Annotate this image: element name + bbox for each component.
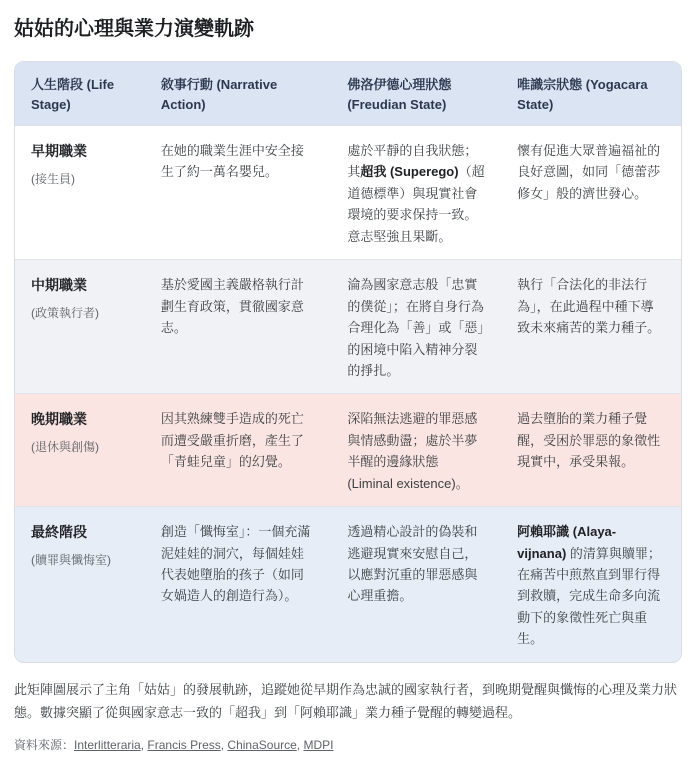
stage-subtitle: (退休與創傷) [31, 440, 99, 455]
summary-text: 此矩陣圖展示了主角「姑姑」的發展軌跡，追蹤她從早期作為忠誠的國家執行者，到晚期覺醒與懺悔的心理及業力狀態。數據突顯了從與國家意志一致的「超我」到「阿賴耶識」業力種子覺醒的轉變過程。 [14, 681, 678, 720]
table-row [15, 126, 681, 260]
matrix-table [15, 62, 681, 662]
yogacara-cell: 過去墮胎的業力種子覺醒，受困於罪惡的象徵性現實中，承受果報。 [501, 394, 681, 507]
stage-subtitle: (接生員) [31, 172, 75, 187]
source-label: 資料來源： [14, 738, 75, 753]
stage-subtitle: (贖罪與懺悔室) [31, 553, 111, 568]
column-header-life-stage: 人生階段 (Life Stage) [15, 62, 145, 126]
table-header [15, 62, 681, 126]
stage-title: 早期職業 [31, 143, 87, 159]
yogacara-cell: 阿賴耶識 (Alaya-vijnana) 的清算與贖罪；在痛苦中煎熬直到罪行得到救贖，完成生命多向流動下的象徵性死亡與重生。 [501, 507, 681, 662]
narrative-cell: 創造「懺悔室」：一個充滿泥娃娃的洞穴，每個娃娃代表她墮胎的孩子（如同女媧造人的創造行為）。 [145, 507, 331, 662]
source-link[interactable]: Francis Press [147, 738, 221, 753]
source-link[interactable]: Interlitteraria [74, 738, 141, 753]
source-link[interactable]: MDPI [303, 738, 334, 753]
table-row [15, 394, 681, 507]
stage-subtitle: (政策執行者) [31, 306, 99, 321]
table-row [15, 260, 681, 394]
narrative-cell: 在她的職業生涯中安全接生了約一萬名嬰兒。 [145, 126, 331, 260]
narrative-cell: 基於愛國主義嚴格執行計劃生育政策，貫徹國家意志。 [145, 260, 331, 394]
freudian-cell: 深陷無法逃避的罪惡感與情感動盪；處於半夢半醒的邊緣狀態 (Liminal existence)。 [331, 394, 501, 507]
freudian-cell: 處於平靜的自我狀態；其超我 (Superego)（超道德標準）與現實社會環境的要求保持一致。意志堅強且果斷。 [331, 126, 501, 260]
stage-title: 中期職業 [31, 277, 87, 294]
source-line [14, 736, 682, 753]
stage-title: 最終階段 [31, 524, 87, 541]
column-header-yogacara-state: 唯識宗狀態 (Yogacara State) [501, 62, 681, 126]
narrative-cell: 因其熟練雙手造成的死亡而遭受嚴重折磨，產生了「青蛙兒童」的幻覺。 [145, 394, 331, 507]
freudian-cell: 淪為國家意志般「忠實的僕從」；在將自身行為合理化為「善」或「惡」的困境中陷入精神分裂的掙扎。 [331, 260, 501, 394]
column-header-narrative-action: 敘事行動 (Narrative Action) [145, 62, 331, 126]
yogacara-cell: 懷有促進大眾普遍福祉的良好意圖，如同「德蕾莎修女」般的濟世發心。 [501, 126, 681, 260]
table-row [15, 507, 681, 662]
yogacara-cell: 執行「合法化的非法行為」，在此過程中種下導致未來痛苦的業力種子。 [501, 260, 681, 394]
header-row [15, 62, 681, 126]
freudian-cell: 透過精心設計的偽裝和逃避現實來安慰自己，以應對沉重的罪惡感與心理重擔。 [331, 507, 501, 662]
source-link[interactable]: ChinaSource [227, 738, 297, 753]
matrix-table-container [14, 61, 682, 663]
stage-title: 晚期職業 [31, 411, 87, 428]
source-links: Interlitteraria, Francis Press, ChinaSource, MDPI [74, 738, 334, 753]
table-body [15, 126, 681, 662]
column-header-freudian-state: 佛洛伊德心理狀態 (Freudian State) [331, 62, 501, 126]
page-title: 姑姑的心理與業力演變軌跡 [14, 18, 254, 40]
